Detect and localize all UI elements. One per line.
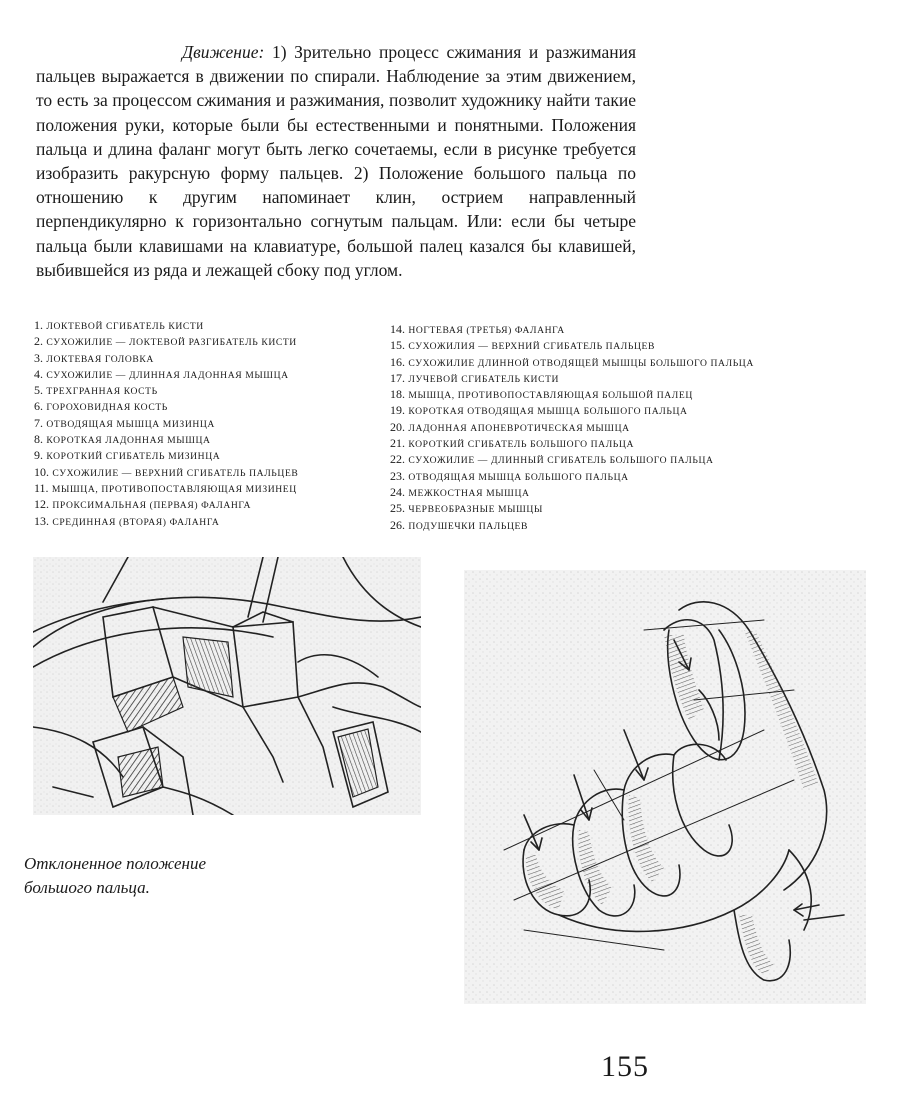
legend-item [34, 432, 298, 448]
legend-item [390, 322, 754, 338]
body-paragraph [36, 40, 636, 282]
legend-item [34, 514, 298, 530]
sketch-blocky-hand-icon [33, 557, 421, 815]
legend-item [390, 518, 754, 534]
legend-item-number: 10. [34, 464, 49, 479]
legend-item [390, 420, 754, 436]
legend-item [390, 338, 754, 354]
legend-item [390, 355, 754, 371]
legend-item-text: ТРЕХГРАННАЯ КОСТЬ [46, 386, 158, 398]
legend-item [34, 416, 298, 432]
legend-item [390, 501, 754, 517]
legend-item-number: 7. [34, 415, 43, 430]
legend-item-number: 13. [34, 513, 49, 528]
legend-item-text: ПОДУШЕЧКИ ПАЛЬЦЕВ [408, 520, 528, 532]
legend-item [34, 497, 298, 513]
legend-item-text: ОТВОДЯЩАЯ МЫШЦА БОЛЬШОГО ПАЛЬЦА [408, 471, 629, 483]
legend-item-text: МЕЖКОСТНАЯ МЫШЦА [408, 487, 530, 499]
legend-item-text: ЛАДОННАЯ АПОНЕВРОТИЧЕСКАЯ МЫШЦА [408, 422, 630, 434]
legend-item-text: ГОРОХОВИДНАЯ КОСТЬ [46, 402, 168, 414]
legend-item-text: МЫШЦА, ПРОТИВОПОСТАВЛЯЮЩАЯ МИЗИНЕЦ [51, 483, 297, 495]
legend-list-left [34, 318, 298, 530]
legend-item-number: 18. [390, 387, 405, 402]
legend-item-number: 11. [34, 480, 49, 495]
legend-item-text: СРЕДИННАЯ (ВТОРАЯ) ФАЛАНГА [52, 516, 220, 528]
legend-item [34, 334, 298, 350]
legend-item-number: 17. [390, 370, 405, 385]
legend-item [390, 403, 754, 419]
legend-item-text: СУХОЖИЛИЕ — ВЕРХНИЙ СГИБАТЕЛЬ ПАЛЬЦЕВ [52, 467, 299, 479]
paragraph-title: Движение: [182, 42, 265, 62]
page-number: 155 [601, 1050, 649, 1083]
legend-item-text: КОРОТКАЯ ОТВОДЯЩАЯ МЫШЦА БОЛЬШОГО ПАЛЬЦА [408, 406, 688, 418]
legend-item [390, 452, 754, 468]
legend-item-text: СУХОЖИЛИЕ — ЛОКТЕВОЙ РАЗГИБАТЕЛЬ КИСТИ [46, 337, 297, 349]
legend-item-text: КОРОТКИЙ СГИБАТЕЛЬ МИЗИНЦА [46, 451, 221, 463]
legend-item [34, 448, 298, 464]
legend-item-number: 16. [390, 354, 405, 369]
paragraph-text: 1) Зрительно процесс сжимания и разжимания пальцев выражается в движении по спирали. Наблюдение за этим движением, то есть за процессом сжимания и разжимания, позволит художнику найти такие положения руки, которые были бы естественными и понятными. Положения пальца и длина фаланг могут быть легко сочетаемы, если в рисунке требуется изобразить ракурсную форму пальцев. 2) Положение большого пальца по отношению к другим напоминает клин, острием направленный перпендикулярно к горизонтально согнутым пальцам. Или: если бы четыре пальца были клавишами на клавиатуре, большой палец казался бы клавишей, выбившейся из ряда и лежащей сбоку под углом. [36, 42, 636, 280]
legend-item-number: 1. [34, 318, 43, 332]
legend-item-number: 22. [390, 452, 405, 467]
legend-item-number: 21. [390, 436, 405, 451]
legend-item-number: 20. [390, 419, 405, 434]
legend-item [34, 481, 298, 497]
legend-item [34, 367, 298, 383]
legend-item-number: 2. [34, 334, 43, 349]
legend-item [34, 383, 298, 399]
legend-item-number: 23. [390, 468, 405, 483]
legend-item-number: 19. [390, 403, 405, 418]
legend-item [390, 469, 754, 485]
legend-item-number: 14. [390, 322, 405, 336]
legend-item-text: ПРОКСИМАЛЬНАЯ (ПЕРВАЯ) ФАЛАНГА [52, 500, 252, 512]
sketch-clenched-hand-icon [464, 570, 866, 1004]
figure-caption: Отклоненное положение большого пальца. [24, 854, 206, 897]
legend-item-text: СУХОЖИЛИЕ — ДЛИННАЯ ЛАДОННАЯ МЫШЦА [46, 369, 289, 381]
legend-item-text: ЛОКТЕВОЙ СГИБАТЕЛЬ КИСТИ [46, 321, 204, 332]
legend-item-text: ЧЕРВЕОБРАЗНЫЕ МЫШЦЫ [408, 504, 543, 516]
legend-item-number: 9. [34, 448, 43, 463]
legend-item [34, 465, 298, 481]
legend-item-text: КОРОТКАЯ ЛАДОННАЯ МЫШЦА [46, 435, 211, 447]
legend-item-number: 8. [34, 432, 43, 447]
legend-item [34, 351, 298, 367]
legend-item-number: 26. [390, 517, 405, 532]
legend-item-number: 24. [390, 484, 405, 499]
legend-item-text: МЫШЦА, ПРОТИВОПОСТАВЛЯЮЩАЯ БОЛЬШОЙ ПАЛЕЦ [408, 390, 693, 402]
legend-item-text: КОРОТКИЙ СГИБАТЕЛЬ БОЛЬШОГО ПАЛЬЦА [408, 439, 634, 451]
legend-item-text: ЛУЧЕВОЙ СГИБАТЕЛЬ КИСТИ [408, 373, 560, 385]
legend-item-text: ОТВОДЯЩАЯ МЫШЦА МИЗИНЦА [46, 418, 215, 430]
legend-item-number: 5. [34, 383, 43, 398]
legend-item [34, 399, 298, 415]
legend-item-text: ЛОКТЕВАЯ ГОЛОВКА [46, 353, 154, 365]
legend-list-right [390, 322, 754, 534]
legend-item-text: СУХОЖИЛИЕ — ДЛИННЫЙ СГИБАТЕЛЬ БОЛЬШОГО ПАЛЬЦА [408, 455, 714, 467]
legend-item [390, 485, 754, 501]
legend-item-text: НОГТЕВАЯ (ТРЕТЬЯ) ФАЛАНГА [408, 325, 565, 336]
legend-item-number: 4. [34, 366, 43, 381]
legend-item-number: 6. [34, 399, 43, 414]
legend-item-text: СУХОЖИЛИЕ ДЛИННОЙ ОТВОДЯЩЕЙ МЫШЦЫ БОЛЬШОГО ПАЛЬЦА [408, 357, 754, 369]
legend-item [390, 436, 754, 452]
legend-item-number: 15. [390, 338, 405, 353]
legend-item-text: СУХОЖИЛИЯ — ВЕРХНИЙ СГИБАТЕЛЬ ПАЛЬЦЕВ [408, 341, 655, 353]
legend-item-number: 12. [34, 497, 49, 512]
legend-item [390, 371, 754, 387]
legend-item-number: 25. [390, 501, 405, 516]
legend-item [390, 387, 754, 403]
legend-item [34, 318, 298, 334]
legend-item-number: 3. [34, 350, 43, 365]
